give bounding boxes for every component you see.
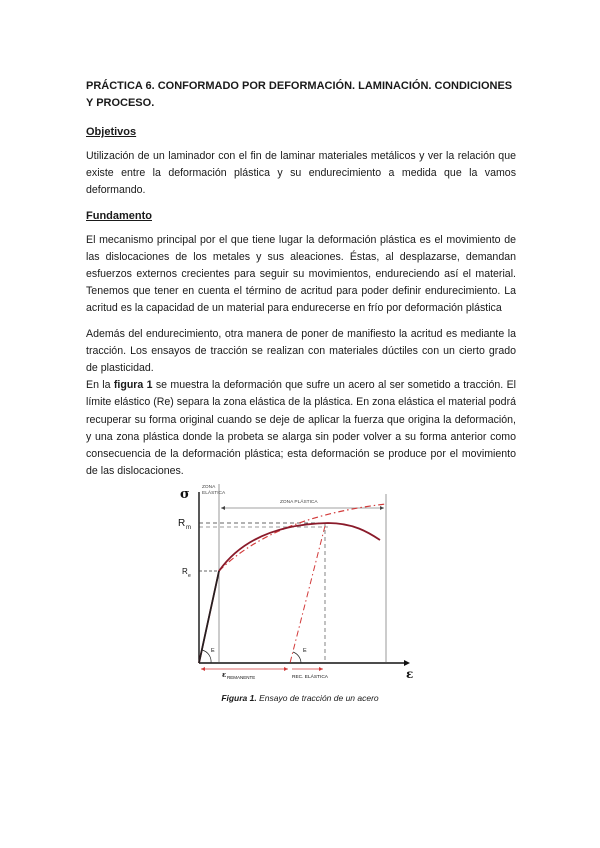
- rm-subscript: m: [186, 525, 191, 531]
- angle-arc-1: [202, 650, 211, 663]
- modulus-label-1: E: [211, 648, 215, 654]
- true-stress-curve: [219, 504, 386, 571]
- zona-plastica-label: ZONA PLÁSTICA: [280, 500, 318, 505]
- epsilon-remanente-symbol: ε: [222, 670, 227, 679]
- zona-elastica-label-2: ELÁSTICA: [202, 491, 226, 496]
- re-subscript: e: [188, 573, 191, 579]
- x-axis-arrow: [404, 660, 410, 666]
- stress-strain-figure: [168, 482, 424, 687]
- fundamento-paragraph-3: [86, 377, 516, 480]
- fundamento-paragraph-1: El mecanismo principal por el que tiene lugar la deformación plástica es el movimiento de las dislocaciones de los metales y sus aleaciones. Éstas, al desplazarse, demandan esfuerzos externos crecientes para seguir su movimientos, endureciendo así el material. Tenemos que tener en cuenta el término de acritud para poder definir endurecimiento. La acritud es la capacidad de un material para endurecerse en frío por deformación plástica: [86, 233, 516, 315]
- paragraph-text: se muestra la deformación que sufre un acero al ser sometido a tracción. El límite elástico (Re) separa la zona elástica de la plástica. En zona elástica el material podrá recuperar su forma original cuando se deje de aplicar la fuerza que origina la deformación, y una zona plástica donde la probeta se alarga sin poder volver a su forma anterior como consecuencia de la deformación plástica; esta deformación se produce por el movimiento de las dislocaciones.: [86, 379, 516, 478]
- section-heading-objetivos: Objetivos: [86, 126, 137, 138]
- rm-label: R: [178, 518, 186, 529]
- sigma-label: σ: [180, 487, 190, 502]
- angle-arc-2: [293, 652, 301, 663]
- figure-caption: [0, 693, 600, 703]
- epsilon-label: ε: [406, 667, 414, 681]
- caption-label: Figura 1.: [221, 693, 257, 703]
- fundamento-paragraph-2: Además del endurecimiento, otra manera de poner de manifiesto la acritud es mediante la tracción. Los ensayos de tracción se realizan con materiales dúctiles con un cierto grado de plasticidad.: [86, 327, 516, 375]
- section-heading-fundamento: Fundamento: [86, 209, 152, 222]
- modulus-label-2: E: [303, 648, 307, 654]
- re-label: R: [182, 567, 188, 576]
- caption-text: Ensayo de tracción de un acero: [256, 693, 379, 703]
- paragraph-text: En la: [86, 379, 114, 392]
- zona-elastica-label-1: ZONA: [202, 485, 216, 490]
- elastic-line: [199, 571, 219, 663]
- figure-reference: figura 1: [113, 379, 153, 392]
- engineering-curve: [199, 523, 380, 663]
- document-body: [86, 78, 516, 480]
- page-title: PRÁCTICA 6. CONFORMADO POR DEFORMACIÓN. LAMINACIÓN. CONDICIONES Y PROCESO.: [86, 80, 513, 109]
- rec-elastica-label: REC. ELÁSTICA: [292, 675, 328, 680]
- elastic-recovery-line: [290, 526, 325, 663]
- remanente-label: REMANENTE: [227, 675, 256, 680]
- objetivos-paragraph: Utilización de un laminador con el fin de laminar materiales metálicos y ver la relación que existe entre la deformación plástica y su endurecimiento a medida que la vamos deformando.: [86, 150, 516, 197]
